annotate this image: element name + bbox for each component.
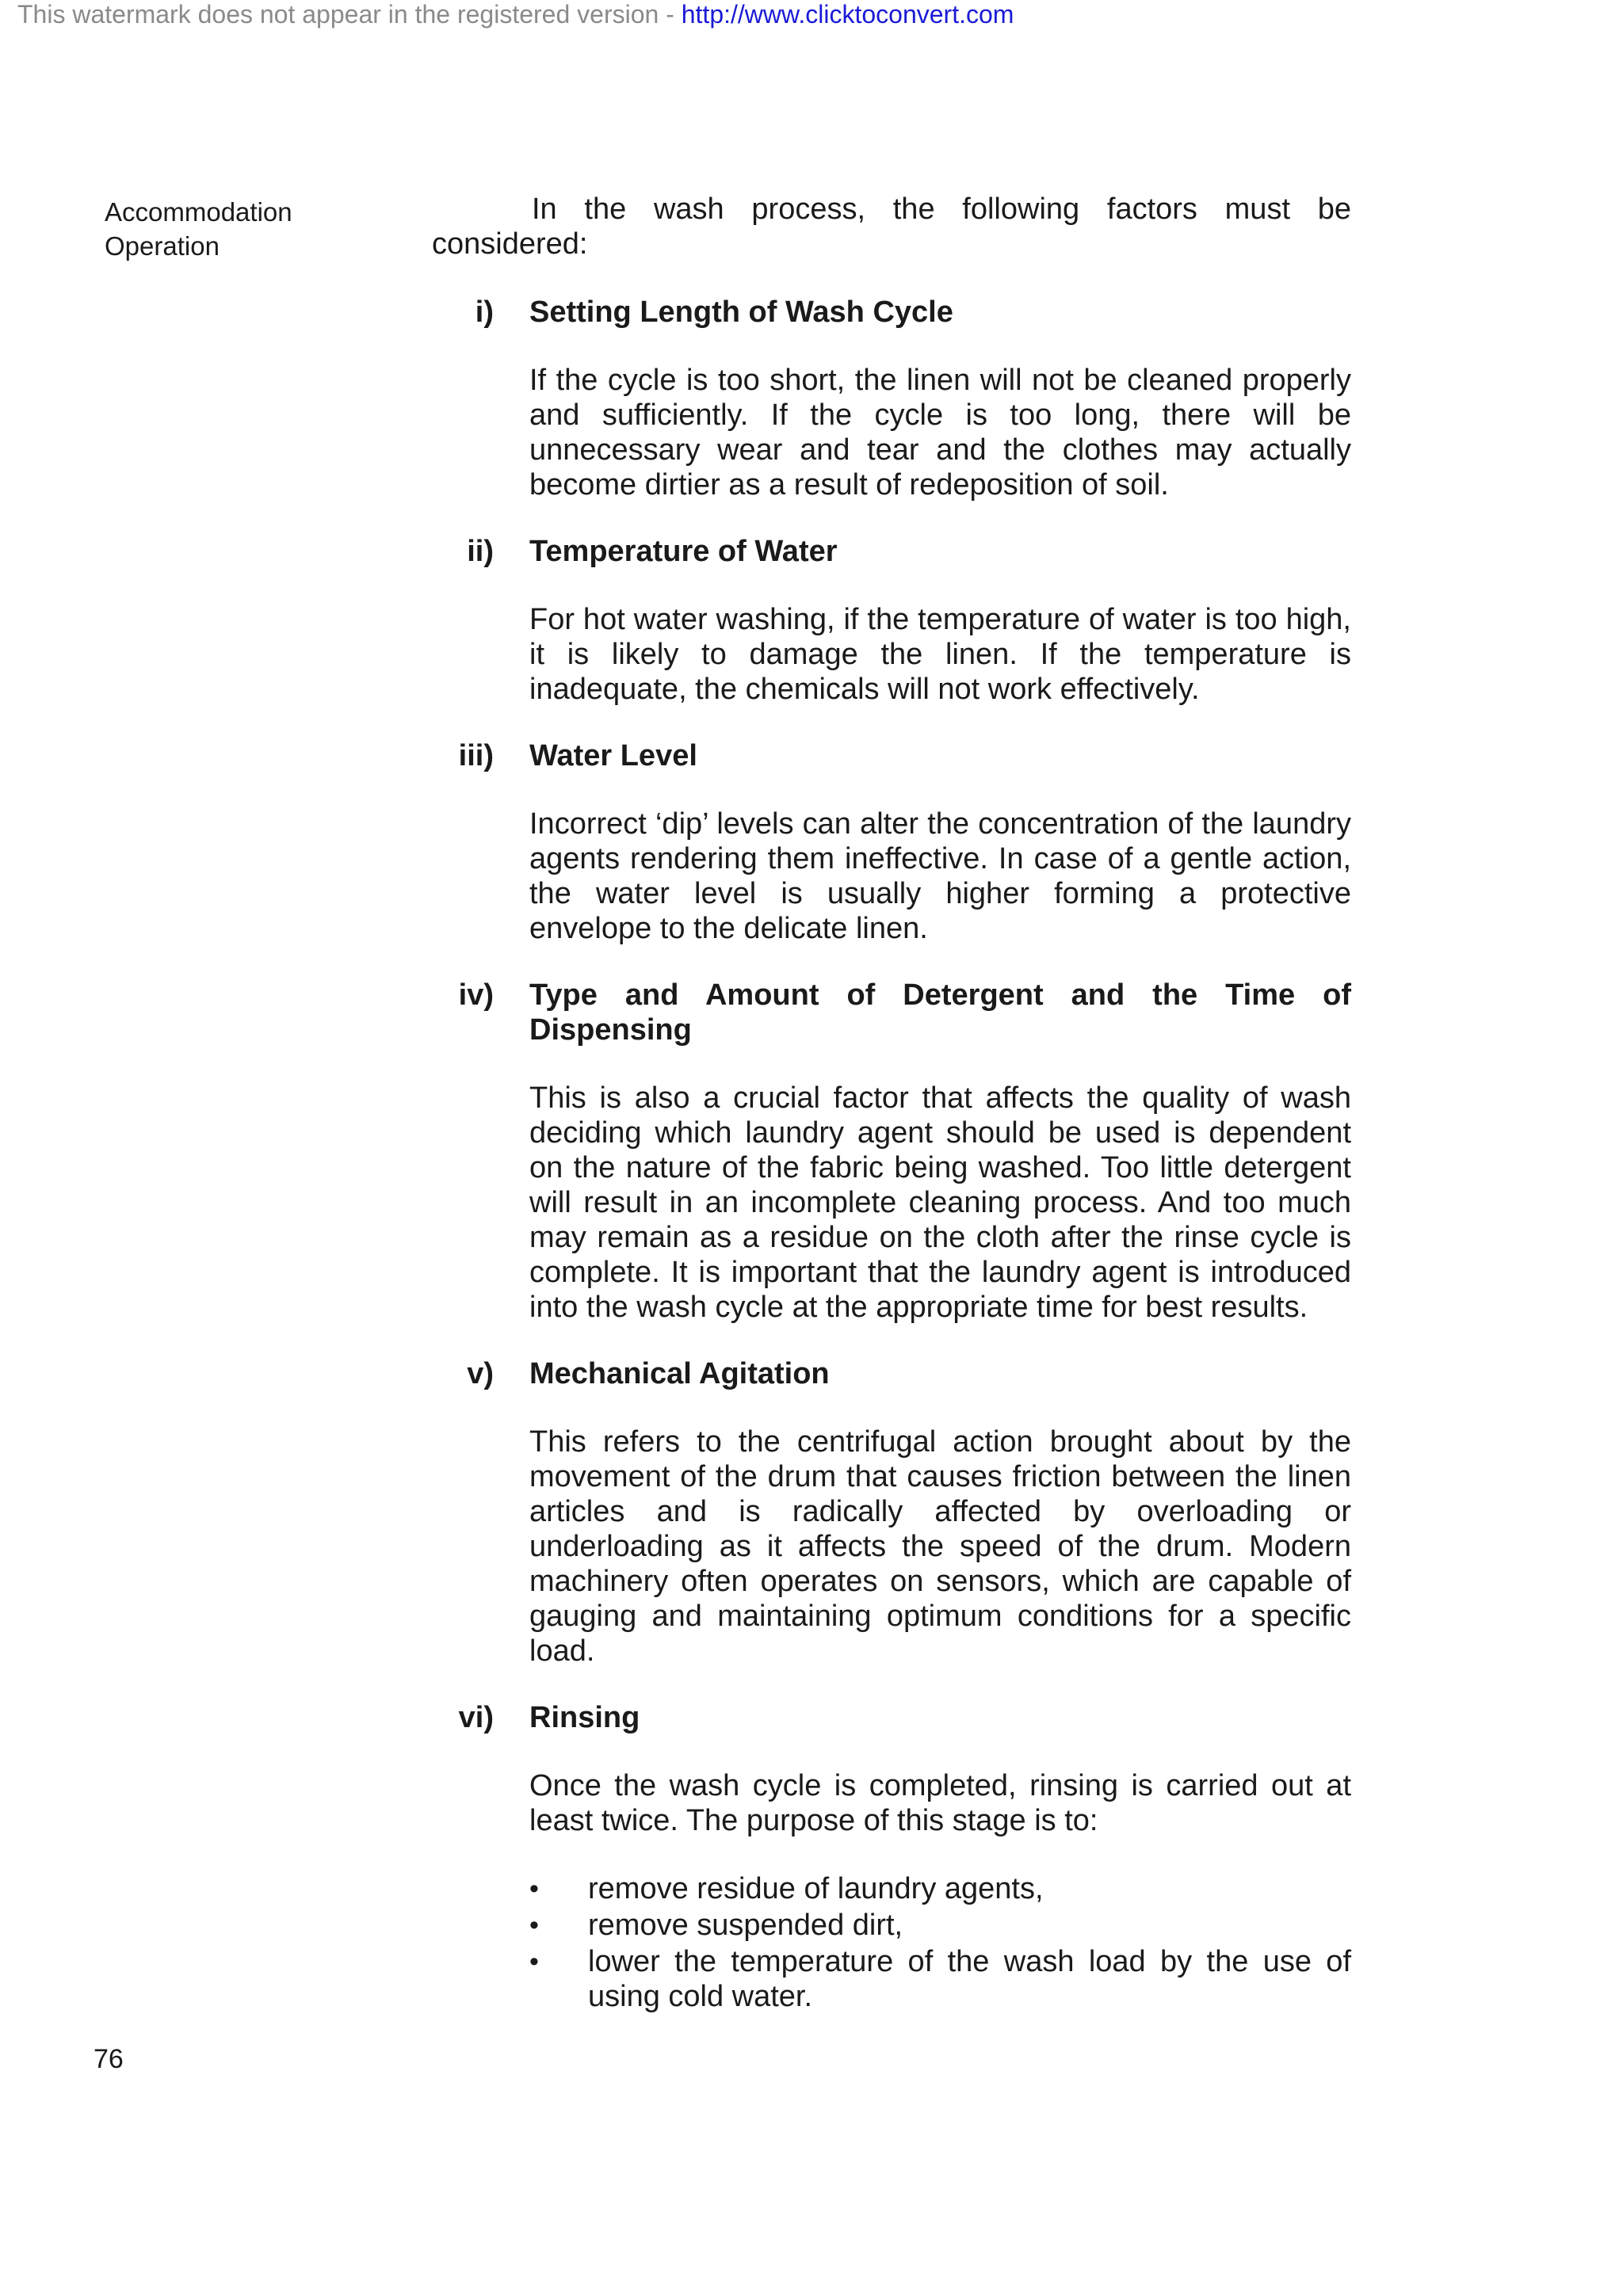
margin-label-line1: Accommodation [105, 197, 292, 227]
bullet-icon: • [529, 1910, 539, 1940]
section-body: This is also a crucial factor that affects the quality of wash deciding which laundry agent should be used is dependent on the nature of the fabric being washed. Too little detergent will result in an incomplete cleaning process. And too much may remain as a residue on the cloth after the rinse cycle is complete. It is important that the laundry agent is introduced into the wash cycle at the appropriate time for best results. [529, 1081, 1351, 1324]
list-item-text: remove residue of laundry agents, [588, 1872, 1044, 1905]
page-content [432, 192, 1351, 2046]
section-heading [432, 1700, 1351, 1735]
bullet-icon: • [529, 1947, 539, 1977]
section-title: Water Level [529, 739, 697, 772]
section-body: For hot water washing, if the temperature of water is too high, it is likely to damage the linen. If the temperature is inadequate, the chemicals will not work effectively. [529, 603, 1351, 706]
watermark-link[interactable]: http://www.clicktoconvert.com [681, 0, 1014, 29]
section-water-level [432, 738, 1351, 946]
section-number: vi) [458, 1701, 494, 1734]
section-heading [432, 295, 1351, 330]
watermark-banner [17, 0, 1014, 29]
section-wash-cycle [432, 295, 1351, 502]
section-body: Incorrect ‘dip’ levels can alter the concentration of the laundry agents rendering them ineffective. In case of a gentle action, the water level is usually higher forming a protective envelope to the delicate linen. [529, 807, 1351, 945]
intro-paragraph: In the wash process, the following factors must be considered: [432, 193, 1351, 261]
list-item-text: remove suspended dirt, [588, 1909, 903, 1942]
section-rinsing [432, 1700, 1351, 2014]
margin-label [105, 195, 292, 263]
list-item-text: lower the temperature of the wash load by the use of using cold water. [588, 1945, 1351, 2013]
page-number: 76 [94, 2044, 124, 2074]
margin-label-line2: Operation [105, 231, 220, 261]
section-body: If the cycle is too short, the linen will not be cleaned properly and sufficiently. If the cycle is too long, there will be unnecessary wear and tear and the clothes may actually become dirtier as a result of redeposition of soil. [529, 364, 1351, 502]
section-heading [432, 534, 1351, 569]
section-detergent [432, 978, 1351, 1325]
watermark-text: This watermark does not appear in the registered version - [17, 0, 682, 29]
rinsing-bullet-list [432, 1871, 1351, 2014]
section-heading [432, 978, 1351, 1047]
section-number: iv) [458, 978, 494, 1012]
section-title: Temperature of Water [529, 535, 838, 568]
section-water-temperature [432, 534, 1351, 707]
section-title: Type and Amount of Detergent and the Time of Dispensing [529, 978, 1351, 1047]
section-number: ii) [467, 535, 494, 568]
section-title: Mechanical Agitation [529, 1357, 830, 1390]
section-title: Setting Length of Wash Cycle [529, 296, 953, 329]
section-number: iii) [458, 739, 494, 772]
bullet-icon: • [529, 1874, 539, 1904]
section-heading [432, 738, 1351, 773]
section-title: Rinsing [529, 1701, 640, 1734]
list-item [529, 1944, 1351, 2014]
section-heading [432, 1356, 1351, 1391]
section-number: i) [475, 296, 494, 329]
section-body: Once the wash cycle is completed, rinsing is carried out at least twice. The purpose of this stage is to: [529, 1769, 1351, 1837]
list-item [529, 1908, 1351, 1943]
section-number: v) [467, 1357, 494, 1390]
list-item [529, 1871, 1351, 1906]
section-mechanical-agitation [432, 1356, 1351, 1669]
section-body: This refers to the centrifugal action brought about by the movement of the drum that causes friction between the linen articles and is radically affected by overloading or underloading as it affects the speed of the drum. Modern machinery often operates on sensors, which are capable of gauging and maintaining optimum conditions for a specific load. [529, 1425, 1351, 1668]
